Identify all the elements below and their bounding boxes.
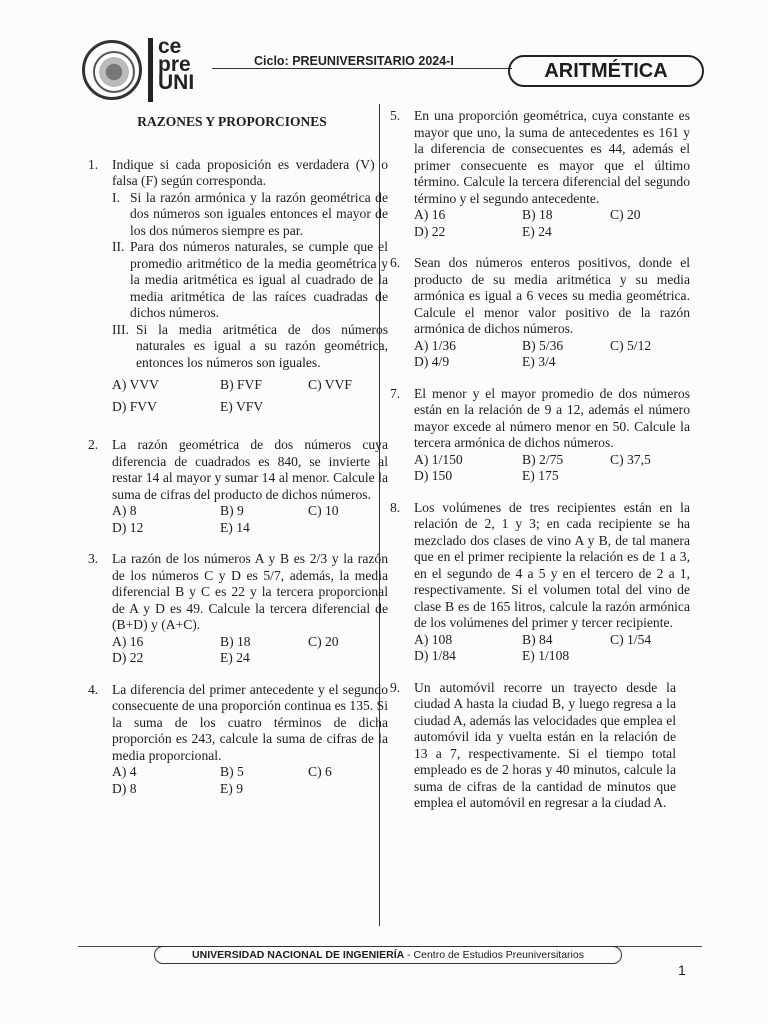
option: A) VVV [112,377,159,392]
question-2 [88,437,388,536]
question-8 [390,499,690,665]
option: B) 9 [220,503,244,518]
footer-banner [154,946,622,964]
option: D) FVV [112,398,157,414]
answer-options [112,764,388,797]
option: A) 16 [112,633,144,649]
option: E) 1/108 [522,648,570,663]
question-number: 8. [390,499,401,515]
university-seal-logo [82,40,142,100]
option: A) 4 [112,764,137,779]
option: E) 3/4 [522,354,556,369]
cycle-label: Ciclo: PREUNIVERSITARIO 2024-I [254,54,454,68]
question-7 [390,385,690,485]
option: C) 1/54 [610,631,652,647]
question-5 [390,108,690,240]
option: B) 5 [220,764,244,779]
question-4 [88,681,388,798]
question-number: 4. [88,681,99,697]
question-text: La razón geométrica de dos números cuya diferencia de cuadrados es 840, se invierte al restar 14 al mayor y sumar 14 al menor. Calcule la suma de cifras del producto de dichos números. [112,437,388,502]
option: D) 4/9 [414,354,450,369]
question-text: El menor y el mayor promedio de dos números están en la relación de 9 a 12, además el número mayor excede al número menor en 50. Calcule la tercera armónica de dichos números. [414,385,690,450]
subject-badge: ARITMÉTICA [508,55,704,87]
option: E) 14 [220,519,250,535]
question-number: 7. [390,385,401,401]
question-number: 3. [88,551,99,566]
question-3 [88,551,388,667]
option: E) 24 [220,650,250,665]
option: B) 18 [522,207,553,222]
page-title: RAZONES Y PROPORCIONES [137,114,327,129]
question-text: La razón de los números A y B es 2/3 y la razón de los números C y D es 5/7, además, la media diferencial B y C es 22 y la tercera proporcional de A y D es 49. Calcule la tercera diferencial de (B+D) y (A+C). [112,551,388,632]
cepre-uni-logo: ce pre UNI [158,35,195,94]
option: A) 1/36 [414,337,456,353]
option: A) 16 [414,207,446,222]
option: C) 5/12 [610,337,652,353]
question-6 [390,255,690,371]
option: D) 22 [112,650,144,665]
question-number: 1. [88,156,99,172]
answer-options [414,338,690,371]
question-number: 5. [390,108,401,123]
answer-options [112,503,388,536]
answer-options [112,634,388,667]
option: B) 2/75 [522,451,564,467]
proposition-3: III. Si la media aritmética de dos números naturales es igual a su razón geométrica, entonces los números son iguales. [112,321,388,370]
question-number: 6. [390,255,401,270]
option: D) 12 [112,519,144,535]
option: B) 18 [220,633,251,649]
center-name: - Centro de Estudios Preuniversitarios [404,949,584,961]
option: C) 37,5 [610,451,651,467]
option: E) 175 [522,468,559,483]
left-column [88,114,388,812]
question-text: La diferencia del primer antecedente y el segundo consecuente de una proporción continua es 135. Si la suma de los cuatro términos de dicha proporción es 243, calcule la suma de cifras de la media proporcional. [112,681,388,763]
option: A) 108 [414,631,453,647]
option: B) 84 [522,631,553,647]
proposition-1: I. Si la razón armónica y la razón geométrica de dos números son iguales entonces el mayor de los dos números siempre es par. [112,189,388,238]
page-number: 1 [678,962,686,978]
answer-options [112,377,388,415]
question-text: Un automóvil recorre un trayecto desde la ciudad A hasta la ciudad B, y luego regresa a la ciudad A, además las velocidades que emplea el automóvil ida y vuelta están en la relación de 13 a 7, respectivamente. Si el tiempo total empleado es de 2 horas y 40 minutos, calcule la suma de cifras de la cantidad de minutos que emplea el automóvil en regresar a la ciudad A. [414,679,676,810]
question-text: Los volúmenes de tres recipientes están en la relación de 2, 1 y 3; en cada recipiente se ha mezclado dos clases de vino A y B, de tal manera que en el primer recipiente la relación es de 1 a 3, en el segundo de 4 a 5 y en el tercero de 2 a 1, respectivamente. Si el volumen total del vino de clase B es de 165 litros, calcule la razón armónica de los volúmenes del primer y tercer recipiente. [414,499,690,630]
answer-options [414,632,690,665]
brand-bar [148,38,153,102]
question-text: Indique si cada proposición es verdadera (V) o falsa (F) según corresponda. [112,156,388,188]
right-column [390,108,690,827]
question-1 [88,156,388,416]
option: E) VFV [220,398,264,414]
option: B) 5/36 [522,337,564,353]
question-number: 2. [88,437,99,452]
option: D) 22 [414,223,446,239]
option: E) 24 [522,223,552,239]
option: C) 6 [308,764,332,779]
option: C) 20 [308,633,339,649]
question-number: 9. [390,679,401,695]
option: D) 1/84 [414,648,456,663]
option: D) 8 [112,780,137,796]
question-9 [390,680,676,812]
answer-options [414,207,690,240]
option: B) FVF [220,377,262,392]
option: A) 1/150 [414,451,463,467]
header-rule [212,68,512,69]
proposition-2: II. Para dos números naturales, se cumple que el promedio aritmético de la media geométrica y la media aritmética es igual al cuadrado de la media aritmética de las raíces cuadradas de dichos números. [112,239,388,320]
option: A) 8 [112,503,137,518]
option: D) 150 [414,468,453,483]
question-text: En una proporción geométrica, cuya constante es mayor que uno, la suma de antecedentes es 161 y la diferencia de consecuentes es 44, además el primer consecuente es mayor que el último término. Calcule la tercera diferencial del segundo término y el segundo antecedente. [414,108,690,206]
answer-options [414,452,690,485]
question-text: Sean dos números enteros positivos, donde el producto de su media aritmética y su media armónica es igual a 6 veces su media geométrica. Calcule el menor valor positivo de la razón armónica de dichos números. [414,255,690,336]
institution-name: UNIVERSIDAD NACIONAL DE INGENIERÍA [192,949,405,961]
option: C) 10 [308,503,339,518]
option: C) VVF [308,377,352,392]
option: C) 20 [610,207,641,222]
option: E) 9 [220,780,244,796]
